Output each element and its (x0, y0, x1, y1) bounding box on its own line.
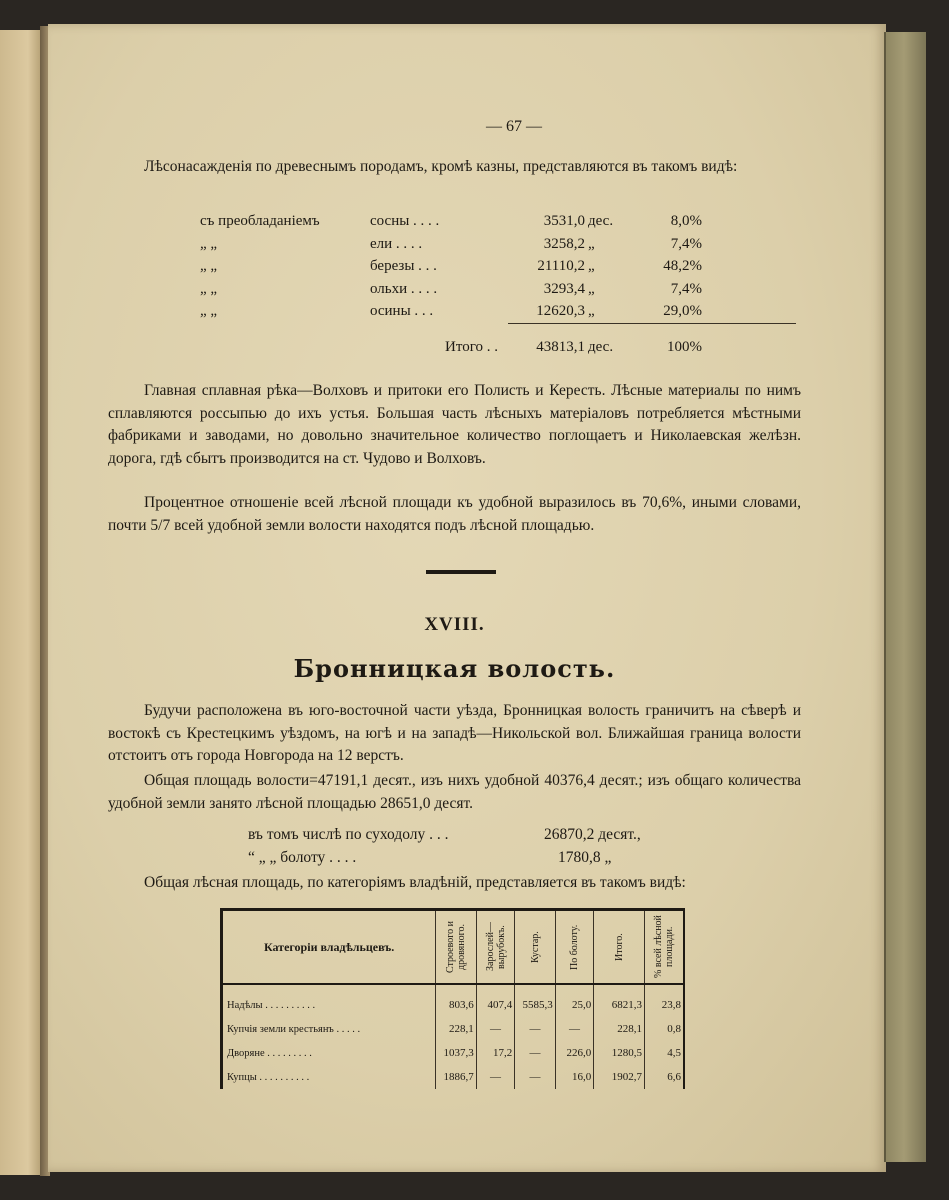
cell-value: 17,2 (476, 1041, 515, 1065)
cell-category: Надѣлы . . . . . . . . . . (223, 984, 436, 1017)
subtotal-row (248, 847, 708, 870)
total-area: 43813,1 (536, 339, 585, 355)
cell-value: — (555, 1017, 594, 1041)
cell-value: 16,0 (555, 1065, 594, 1089)
chapter-number: XVIII. (424, 614, 485, 635)
species-unit: „ (588, 235, 595, 252)
cell-value: — (515, 1065, 556, 1089)
cell-value: — (515, 1041, 556, 1065)
cell-value: 226,0 (555, 1041, 594, 1065)
cell-value: 25,0 (555, 984, 594, 1017)
col-header-percent: % всей лѣсной площади. (644, 911, 683, 984)
paragraph-area: Общая площадь волости=47191,1 десят., изъ нихъ удобной 40376,4 десят.; изъ общаго количества удобной земли занято лѣсной площадью 28651,0 десят. (108, 772, 801, 812)
col-header-clearings: Зарослей—вырубокъ. (476, 911, 515, 984)
col-header-timber: Строевого и дровяного. (436, 911, 477, 984)
cell-value: 4,5 (667, 1047, 681, 1059)
species-percent: 7,4% (670, 235, 702, 252)
total-percent: 100% (667, 339, 702, 355)
paragraph-forest-ratio: Процентное отношеніе всей лѣсной площади къ удобной выразилось въ 70,6%, иными словами, почти 5/7 всей удобной земли волости находятся подъ лѣсной площадью. (108, 494, 801, 534)
book-page (48, 24, 886, 1172)
cell-value: 23,8 (661, 999, 681, 1011)
species-prefix: „ „ (200, 235, 218, 252)
species-table (200, 210, 720, 355)
species-row (200, 255, 720, 278)
cell-value: — (515, 1017, 556, 1041)
col-header-category: Категоріи владѣльцевъ. (223, 911, 436, 984)
subtotal-row (248, 824, 708, 847)
species-unit: дес. (588, 213, 614, 229)
cell-value: 1037,3 (436, 1041, 477, 1065)
cell-value: 5585,3 (515, 984, 556, 1017)
total-unit: дес. (588, 339, 614, 355)
cell-value: — (476, 1065, 515, 1089)
col-header-swamp: По болоту. (555, 911, 594, 984)
col-header-total: Итого. (594, 911, 645, 984)
cell-value: 6821,3 (594, 984, 645, 1017)
species-area: 21110,2 (537, 258, 585, 274)
species-row (200, 210, 720, 233)
cell-value: 228,1 (436, 1017, 477, 1041)
species-row (200, 300, 720, 323)
section-title: Бронницкая волость. (293, 654, 616, 683)
paragraph-rivers: Главная сплавная рѣка—Волховъ и притоки его Полисть и Кересть. Лѣсные материалы по нимъ сплавляются россыпью до ихъ устья. Большая часть лѣсныхъ матеріаловъ потребляется мѣстными фабриками и заводами, но довольно значительное количество поглощаетъ и Николаевская желѣзн. дорога, гдѣ сбытъ производится на ст. Чудово и Волховъ. (108, 382, 801, 467)
section-divider (426, 570, 496, 574)
cell-value: 1280,5 (594, 1041, 645, 1065)
page-number: — 67 — (486, 118, 542, 135)
species-percent: 48,2% (663, 258, 702, 274)
paragraph-forest-species: Лѣсонасажденія по древеснымъ породамъ, кромѣ казны, представляются въ такомъ видѣ: (144, 158, 738, 175)
species-name: ели . . . . (370, 235, 423, 252)
species-area: 3531,0 (543, 213, 585, 229)
cell-value: 228,1 (594, 1017, 645, 1041)
species-prefix: „ „ (200, 280, 218, 297)
species-area: 3258,2 (543, 235, 585, 252)
paragraph-location: Будучи расположена въ юго-восточной части уѣзда, Бронницкая волость граничитъ на сѣверѣ и востокѣ съ Крестецкимъ уѣздомъ, на югѣ и на западѣ—Никольской вол. Ближайшая граница волости отстоитъ отъ города Новгорода на 12 верстъ. (108, 702, 801, 764)
cell-value: 1902,7 (594, 1065, 645, 1089)
table-row (223, 1041, 683, 1065)
subtotal-value: 1780,8 „ (558, 848, 612, 866)
species-prefix: съ преобладаніемъ (200, 213, 320, 229)
cell-category: Дворяне . . . . . . . . . (223, 1041, 436, 1065)
subtotal-label: “ „ „ болоту . . . . (248, 848, 357, 866)
species-percent: 7,4% (670, 280, 702, 297)
subtotals (248, 824, 708, 869)
table-row (223, 1065, 683, 1089)
table-header-row (223, 911, 683, 984)
table-row (223, 1017, 683, 1041)
species-total-row (200, 336, 800, 359)
cell-value: 0,8 (667, 1023, 681, 1035)
species-name: сосны . . . . (370, 213, 440, 229)
subtotal-value: 26870,2 десят., (544, 826, 641, 843)
species-area: 12620,3 (536, 303, 585, 319)
left-page-edge (0, 30, 42, 1175)
paragraph-ownership-intro: Общая лѣсная площадь, по категоріямъ владѣній, представляется въ такомъ видѣ: (144, 874, 686, 891)
table-row (223, 984, 683, 1017)
total-label: Итого . . (445, 339, 498, 355)
ownership-table (220, 908, 685, 1089)
species-unit: „ (588, 280, 595, 297)
cell-value: 6,6 (667, 1071, 681, 1083)
species-unit: „ (588, 258, 595, 274)
cell-value: — (476, 1017, 515, 1041)
col-header-shrub: Кустар. (515, 911, 556, 984)
species-prefix: „ „ (200, 303, 218, 319)
species-name: березы . . . (370, 258, 437, 274)
cell-value: 407,4 (476, 984, 515, 1017)
species-percent: 29,0% (663, 303, 702, 319)
species-row (200, 278, 720, 301)
cell-value: 1886,7 (436, 1065, 477, 1089)
species-name: осины . . . (370, 303, 434, 319)
cell-value: 803,6 (436, 984, 477, 1017)
species-area: 3293,4 (543, 280, 585, 297)
species-percent: 8,0% (670, 213, 702, 229)
species-prefix: „ „ (200, 258, 218, 274)
species-name: ольхи . . . . (370, 280, 438, 297)
total-rule (508, 323, 796, 324)
species-row (200, 233, 720, 256)
page-stack-edge (884, 32, 926, 1162)
cell-category: Купцы . . . . . . . . . . (223, 1065, 436, 1089)
cell-category: Купчія земли крестьянъ . . . . . (223, 1017, 436, 1041)
subtotal-label: въ томъ числѣ по суходолу . . . (248, 826, 449, 843)
species-unit: „ (588, 303, 595, 319)
